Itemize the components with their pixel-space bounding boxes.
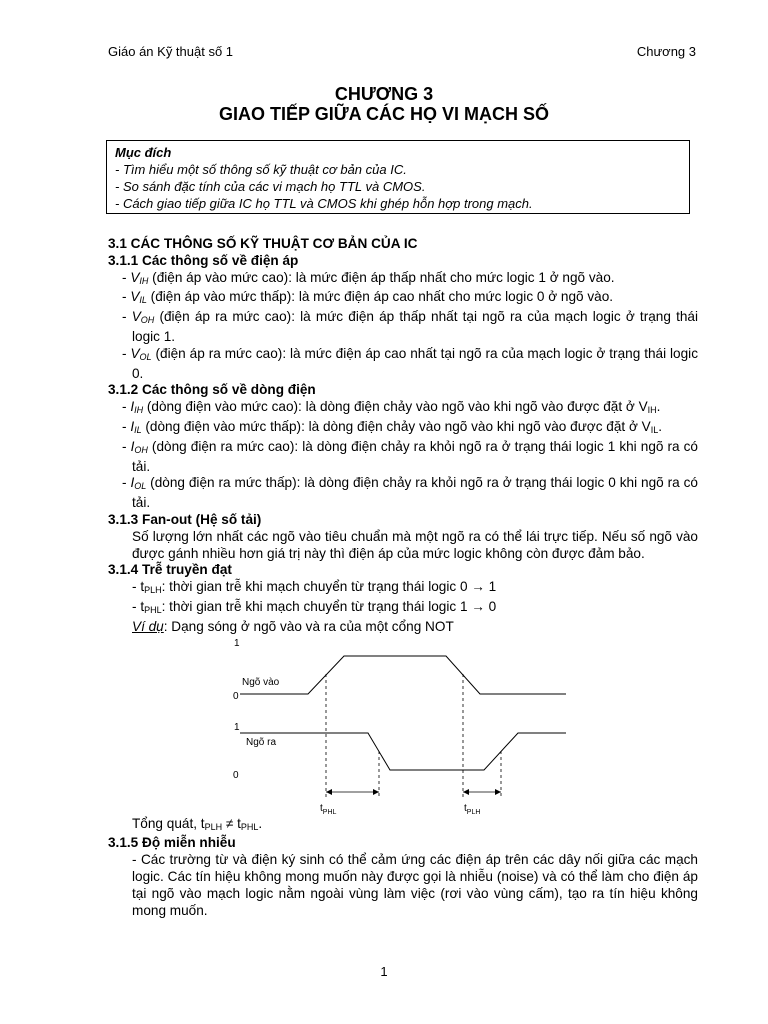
current-param-iih: - IIH (dòng điện vào mức cao): là dòng điện chảy vào ngõ vào khi ngõ vào được đặt ở $V_{IH}$. xyxy=(122,399,661,416)
tphl-definition: - $t_{PHL}$: thời gian trễ khi mạch chuyển từ trạng thái logic 1 → 0 xyxy=(132,598,497,615)
tplh-label: $t_{PLH}$ xyxy=(464,802,481,816)
voltage-param-vih: - VIH (điện áp vào mức cao): là mức điện áp thấp nhất cho mức logic 1 ở ngõ vào. xyxy=(122,269,615,286)
header-left: Giáo án Kỹ thuật số 1 xyxy=(108,44,234,59)
voltage-param-voh: - VOH (điện áp ra mức cao): là mức điện áp thấp nhất tại ngõ ra của mạch logic ở trạng thái logic 1. xyxy=(122,309,698,344)
current-param-iol: - IOL (dòng điện ra mức thấp): là dòng điện chảy ra khỏi ngõ ra ở trạng thái logic 0 khi ngõ ra có tải. xyxy=(122,475,698,511)
section-3-1-heading: 3.1 CÁC THÔNG SỐ KỸ THUẬT CƠ BẢN CỦA IC xyxy=(108,236,418,251)
purpose-box xyxy=(106,140,690,214)
arrowhead xyxy=(495,789,501,795)
voltage-param-vil: - VIL (điện áp vào mức thấp): là mức điện áp cao nhất cho mức logic 0 ở ngõ vào. xyxy=(122,289,614,306)
document-body xyxy=(108,236,698,919)
section-3-1-3-heading: 3.1.3 Fan-out (Hệ số tải) xyxy=(108,511,262,527)
output-level-low: 0 xyxy=(233,769,239,781)
tphl-label: $t_{PHL}$ xyxy=(320,802,337,816)
current-param-iil: - IIL (dòng điện vào mức thấp): là dòng điện chảy vào ngõ vào khi ngõ vào được đặt ở $V_{IL}$. xyxy=(122,418,663,435)
current-param-ioh: - IOH (dòng điện ra mức cao): là dòng điện chảy ra khỏi ngõ ra ở trạng thái logic 1 khi ngõ ra có tải. xyxy=(122,438,698,474)
fanout-paragraph: Số lượng lớn nhất các ngõ vào tiêu chuẩn mà một ngõ ra có thể lái trực tiếp. Nếu số ngõ vào được gánh nhiều hơn giá trị này thì điện áp của mức logic không còn được đảm bảo. xyxy=(132,528,698,561)
arrowhead xyxy=(463,789,469,795)
tplh-definition: - $t_{PLH}$: thời gian trễ khi mạch chuyển từ trạng thái logic 0 → 1 xyxy=(132,579,497,596)
purpose-item: - Cách giao tiếp giữa IC họ TTL và CMOS khi ghép hỗn hợp trong mạch. xyxy=(115,196,533,211)
input-level-low: 0 xyxy=(233,690,239,702)
output-level-high: 1 xyxy=(234,721,240,733)
purpose-heading: Mục đích xyxy=(115,145,172,160)
page-number: 1 xyxy=(380,964,388,979)
output-waveform-line xyxy=(240,733,566,770)
section-3-1-2-heading: 3.1.2 Các thông số về dòng điện xyxy=(108,382,316,398)
input-level-high: 1 xyxy=(234,637,240,649)
chapter-subtitle: GIAO TIẾP GIỮA CÁC HỌ VI MẠCH SỐ xyxy=(219,104,549,124)
arrowhead xyxy=(373,789,379,795)
example-line: Ví dụ: Dạng sóng ở ngõ vào và ra của một cổng NOT xyxy=(132,618,454,634)
general-relation: Tổng quát, $t_{PLH} \ne t_{PHL}$. xyxy=(132,815,263,832)
section-3-1-4-heading: 3.1.4 Trễ truyền đạt xyxy=(108,562,232,578)
output-signal-label: Ngõ ra xyxy=(246,736,277,748)
arrowhead xyxy=(326,789,332,795)
input-signal-label: Ngõ vào xyxy=(242,676,280,688)
header-right: Chương 3 xyxy=(636,44,696,59)
chapter-title: CHƯƠNG 3 xyxy=(334,84,434,104)
purpose-item: - So sánh đặc tính của các vi mạch họ TTL và CMOS. xyxy=(115,179,426,194)
purpose-item: - Tìm hiểu một số thông số kỹ thuật cơ bản của IC. xyxy=(115,162,407,177)
input-waveform-line xyxy=(240,656,566,694)
section-3-1-1-heading: 3.1.1 Các thông số về điện áp xyxy=(108,252,299,268)
not-gate-waveform-figure xyxy=(228,636,688,816)
noise-paragraph: - Các trường từ và điện ký sinh có thể cảm ứng các điện áp trên các dây nối giữa các mạch logic. Các tín hiệu không mong muốn này được gọi là nhiễu (noise) và có thể làm cho điện áp tại ngõ vào mạch logic nằm ngoài vùng làm việc (rơi vào vùng cấm), tạo ra tín hiệu không mong muốn. xyxy=(132,852,698,918)
voltage-param-vol: - VOL (điện áp ra mức cao): là mức điện áp cao nhất tại ngõ ra của mạch logic ở trạng thái logic 0. xyxy=(122,345,698,381)
section-3-1-5-heading: 3.1.5 Độ miễn nhiễu xyxy=(108,835,236,851)
